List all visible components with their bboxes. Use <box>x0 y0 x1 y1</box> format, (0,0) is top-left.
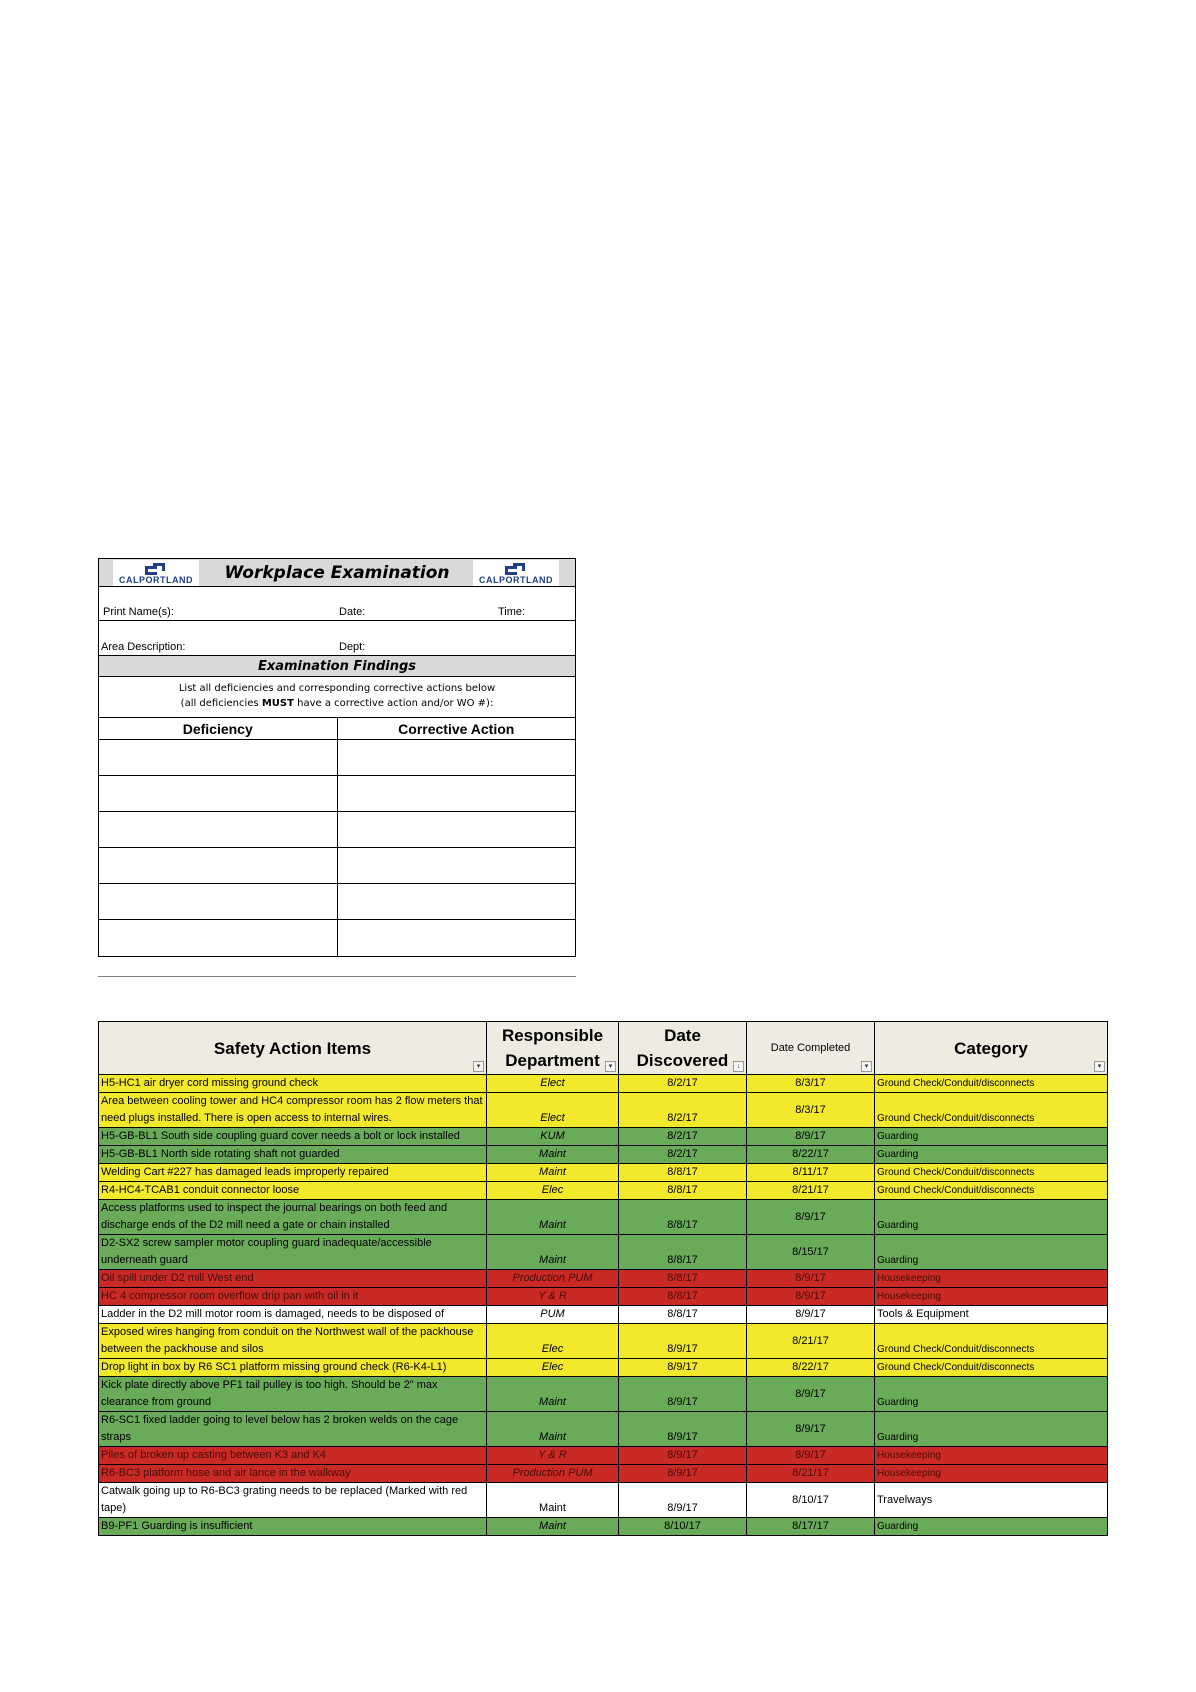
date-discovered-cell[interactable]: 8/8/17 <box>619 1288 747 1306</box>
header-label: Date Completed <box>770 1041 851 1054</box>
table-row <box>99 1377 1108 1412</box>
filter-dropdown-icon[interactable]: ▾ <box>861 1061 872 1072</box>
examination-findings-title: Examination Findings <box>99 655 575 677</box>
date-completed-header <box>747 1022 875 1075</box>
date-completed-cell[interactable]: 8/21/17 <box>747 1324 875 1359</box>
date-discovered-cell[interactable]: 8/8/17 <box>619 1306 747 1324</box>
category-cell[interactable]: Guarding <box>875 1200 1108 1235</box>
category-header <box>875 1022 1108 1075</box>
safety-action-item-cell[interactable]: Ladder in the D2 mill motor room is damaged, needs to be disposed of <box>99 1306 487 1324</box>
safety-action-item-cell[interactable]: H5-GB-BL1 South side coupling guard cover needs a bolt or lock installed <box>99 1128 487 1146</box>
safety-action-item-cell[interactable]: Exposed wires hanging from conduit on the Northwest wall of the packhouse between the packhouse and silos <box>99 1324 487 1359</box>
date-discovered-cell[interactable]: 8/2/17 <box>619 1128 747 1146</box>
findings-row <box>99 848 575 884</box>
findings-row <box>99 812 575 848</box>
responsible-department-cell[interactable]: Y & R <box>487 1447 619 1465</box>
table-header-row <box>99 1022 1108 1075</box>
category-cell[interactable]: Ground Check/Conduit/disconnects <box>875 1075 1108 1093</box>
dept-label: Dept: <box>339 641 366 653</box>
corrective-action-cell[interactable] <box>338 920 576 956</box>
date-discovered-cell[interactable]: 8/9/17 <box>619 1377 747 1412</box>
responsible-department-cell[interactable]: Maint <box>487 1146 619 1164</box>
date-completed-cell[interactable]: 8/21/17 <box>747 1465 875 1483</box>
table-row <box>99 1164 1108 1182</box>
responsible-department-cell[interactable]: PUM <box>487 1306 619 1324</box>
category-cell[interactable]: Ground Check/Conduit/disconnects <box>875 1093 1108 1128</box>
safety-action-item-cell[interactable]: Access platforms used to inspect the journal bearings on both feed and discharge ends of the D2 mill need a gate or chain installed <box>99 1200 487 1235</box>
filter-dropdown-icon[interactable]: ▾ <box>473 1061 484 1072</box>
form-title: Workplace Examination <box>224 562 450 583</box>
date-discovered-cell[interactable]: 8/8/17 <box>619 1235 747 1270</box>
category-cell[interactable]: Guarding <box>875 1235 1108 1270</box>
findings-row <box>99 776 575 812</box>
area-description-label: Area Description: <box>101 641 186 653</box>
safety-action-item-cell[interactable]: Catwalk going up to R6-BC3 grating needs to be replaced (Marked with red tape) <box>99 1483 487 1518</box>
date-discovered-cell[interactable]: 8/8/17 <box>619 1200 747 1235</box>
names-date-time-row[interactable] <box>99 587 575 621</box>
table-row <box>99 1182 1108 1200</box>
date-discovered-cell[interactable]: 8/9/17 <box>619 1359 747 1377</box>
category-cell[interactable]: Housekeeping <box>875 1288 1108 1306</box>
findings-row <box>99 920 575 956</box>
table-row <box>99 1483 1108 1518</box>
date-discovered-cell[interactable]: 8/9/17 <box>619 1412 747 1447</box>
category-cell[interactable]: Guarding <box>875 1128 1108 1146</box>
responsible-department-cell[interactable]: Maint <box>487 1412 619 1447</box>
print-names-label: Print Name(s): <box>103 606 174 618</box>
responsible-department-cell[interactable]: Production PUM <box>487 1465 619 1483</box>
table-row <box>99 1306 1108 1324</box>
date-completed-cell[interactable]: 8/22/17 <box>747 1146 875 1164</box>
category-cell[interactable]: Guarding <box>875 1518 1108 1536</box>
category-cell[interactable]: Guarding <box>875 1377 1108 1412</box>
deficiency-cell[interactable] <box>99 884 338 919</box>
date-discovered-cell[interactable]: 8/9/17 <box>619 1465 747 1483</box>
safety-action-item-cell[interactable]: R6-SC1 fixed ladder going to level below has 2 broken welds on the cage straps <box>99 1412 487 1447</box>
instructions-text: (all deficiencies <box>180 698 262 709</box>
separator-line <box>98 976 576 977</box>
table-row <box>99 1288 1108 1306</box>
safety-action-item-cell[interactable]: HC 4 compressor room overflow drip pan with oil in it <box>99 1288 487 1306</box>
area-dept-row[interactable] <box>99 621 575 655</box>
corrective-action-cell[interactable] <box>338 884 576 919</box>
safety-action-item-cell[interactable]: Piles of broken up casting between K3 and K4 <box>99 1447 487 1465</box>
responsible-department-cell[interactable]: Y & R <box>487 1288 619 1306</box>
deficiency-cell[interactable] <box>99 920 338 956</box>
deficiency-cell[interactable] <box>99 740 338 775</box>
workplace-examination-form <box>98 558 576 957</box>
time-label: Time: <box>498 606 526 618</box>
safety-action-item-cell[interactable]: Welding Cart #227 has damaged leads improperly repaired <box>99 1164 487 1182</box>
date-completed-cell[interactable]: 8/3/17 <box>747 1093 875 1128</box>
table-row <box>99 1447 1108 1465</box>
responsible-department-cell[interactable]: Maint <box>487 1164 619 1182</box>
responsible-department-cell[interactable]: Elec <box>487 1182 619 1200</box>
date-completed-cell[interactable]: 8/11/17 <box>747 1164 875 1182</box>
date-completed-cell[interactable]: 8/3/17 <box>747 1075 875 1093</box>
calportland-logo <box>473 560 559 586</box>
safety-action-items-header <box>99 1022 487 1075</box>
header-label: Department <box>505 1051 600 1070</box>
table-row <box>99 1518 1108 1536</box>
deficiency-header: Deficiency <box>99 718 338 739</box>
table-row <box>99 1128 1108 1146</box>
safety-action-item-cell[interactable]: H5-GB-BL1 North side rotating shaft not guarded <box>99 1146 487 1164</box>
header-label: Category <box>954 1038 1028 1058</box>
category-cell[interactable]: Tools & Equipment <box>875 1306 1108 1324</box>
safety-action-item-cell[interactable]: Oil spill under D2 mill West end <box>99 1270 487 1288</box>
table-row <box>99 1324 1108 1359</box>
date-completed-cell[interactable]: 8/21/17 <box>747 1182 875 1200</box>
safety-action-item-cell[interactable]: R6-BC3 platform hose and air lance in the walkway <box>99 1465 487 1483</box>
corrective-action-cell[interactable] <box>338 740 576 775</box>
table-row <box>99 1412 1108 1447</box>
date-discovered-cell[interactable]: 8/2/17 <box>619 1146 747 1164</box>
corrective-action-header: Corrective Action <box>398 721 515 737</box>
responsible-department-header <box>487 1022 619 1075</box>
safety-action-item-cell[interactable]: R4-HC4-TCAB1 conduit connector loose <box>99 1182 487 1200</box>
logo-text: CALPORTLAND <box>479 575 553 585</box>
category-cell[interactable]: Travelways <box>875 1483 1108 1518</box>
table-row <box>99 1093 1108 1128</box>
responsible-department-cell[interactable]: KUM <box>487 1128 619 1146</box>
responsible-department-cell[interactable]: Elec <box>487 1324 619 1359</box>
responsible-department-cell[interactable]: Elect <box>487 1093 619 1128</box>
corrective-action-cell[interactable] <box>338 812 576 847</box>
safety-action-item-cell[interactable]: B9-PF1 Guarding is insufficient <box>99 1518 487 1536</box>
header-label: Date <box>664 1026 701 1045</box>
safety-action-item-cell[interactable]: Area between cooling tower and HC4 compressor room has 2 flow meters that need plugs installed. There is open access to internal wires. <box>99 1093 487 1128</box>
date-discovered-cell[interactable]: 8/9/17 <box>619 1324 747 1359</box>
date-discovered-header <box>619 1022 747 1075</box>
findings-grid-header <box>99 718 575 740</box>
filter-dropdown-icon[interactable]: ▾ <box>605 1061 616 1072</box>
safety-action-item-cell[interactable]: Kick plate directly above PF1 tail pulley is too high. Should be 2" max clearance from ground <box>99 1377 487 1412</box>
category-cell[interactable]: Guarding <box>875 1412 1108 1447</box>
header-label: Discovered <box>636 1051 729 1070</box>
responsible-department-cell[interactable]: Maint <box>487 1235 619 1270</box>
table-row <box>99 1200 1108 1235</box>
instructions-emphasis: MUST <box>261 698 294 709</box>
header-label: Safety Action Items <box>213 1038 372 1058</box>
category-cell[interactable]: Ground Check/Conduit/disconnects <box>875 1182 1108 1200</box>
safety-action-item-cell[interactable]: H5-HC1 air dryer cord missing ground check <box>99 1075 487 1093</box>
date-completed-cell[interactable]: 8/9/17 <box>747 1412 875 1447</box>
calportland-logo-icon <box>505 563 527 575</box>
table-row <box>99 1270 1108 1288</box>
logo-text: CALPORTLAND <box>119 575 193 585</box>
category-cell[interactable]: Ground Check/Conduit/disconnects <box>875 1359 1108 1377</box>
deficiency-cell[interactable] <box>99 848 338 883</box>
safety-action-item-cell[interactable]: D2-SX2 screw sampler motor coupling guard inadequate/accessible underneath guard <box>99 1235 487 1270</box>
responsible-department-cell[interactable]: Production PUM <box>487 1270 619 1288</box>
responsible-department-cell[interactable]: Maint <box>487 1377 619 1412</box>
table-row <box>99 1359 1108 1377</box>
calportland-logo-icon <box>145 563 167 575</box>
safety-action-item-cell[interactable]: Drop light in box by R6 SC1 platform missing ground check (R6-K4-L1) <box>99 1359 487 1377</box>
category-cell[interactable]: Housekeeping <box>875 1447 1108 1465</box>
responsible-department-cell[interactable]: Elect <box>487 1075 619 1093</box>
date-completed-cell[interactable]: 8/17/17 <box>747 1518 875 1536</box>
date-completed-cell[interactable]: 8/9/17 <box>747 1306 875 1324</box>
findings-row <box>99 740 575 776</box>
sort-filter-icon[interactable]: ↓ <box>733 1061 744 1072</box>
form-header <box>99 559 575 587</box>
filter-dropdown-icon[interactable]: ▾ <box>1094 1061 1105 1072</box>
responsible-department-cell[interactable]: Maint <box>487 1200 619 1235</box>
date-completed-cell[interactable]: 8/9/17 <box>747 1270 875 1288</box>
date-discovered-cell[interactable]: 8/2/17 <box>619 1093 747 1128</box>
table-row <box>99 1465 1108 1483</box>
responsible-department-cell[interactable]: Elec <box>487 1359 619 1377</box>
findings-row <box>99 884 575 920</box>
date-completed-cell[interactable]: 8/9/17 <box>747 1447 875 1465</box>
category-cell[interactable]: Housekeeping <box>875 1465 1108 1483</box>
date-completed-cell[interactable]: 8/9/17 <box>747 1377 875 1412</box>
table-row <box>99 1235 1108 1270</box>
safety-action-items-table <box>98 1021 1108 1536</box>
date-completed-cell[interactable]: 8/9/17 <box>747 1288 875 1306</box>
date-discovered-cell[interactable]: 8/9/17 <box>619 1483 747 1518</box>
corrective-action-cell[interactable] <box>338 776 576 811</box>
instructions-line-1: List all deficiencies and corresponding corrective actions below <box>178 683 496 694</box>
date-completed-cell[interactable]: 8/9/17 <box>747 1128 875 1146</box>
responsible-department-cell[interactable]: Maint <box>487 1518 619 1536</box>
date-completed-cell[interactable]: 8/9/17 <box>747 1200 875 1235</box>
instructions-line-2 <box>99 696 575 711</box>
responsible-department-cell[interactable]: Maint <box>487 1483 619 1518</box>
findings-instructions <box>99 677 575 718</box>
corrective-action-cell[interactable] <box>338 848 576 883</box>
date-completed-cell[interactable]: 8/15/17 <box>747 1235 875 1270</box>
date-completed-cell[interactable]: 8/10/17 <box>747 1483 875 1518</box>
date-discovered-cell[interactable]: 8/8/17 <box>619 1182 747 1200</box>
date-label: Date: <box>339 606 366 618</box>
table-row <box>99 1075 1108 1093</box>
category-cell[interactable]: Guarding <box>875 1146 1108 1164</box>
date-completed-cell[interactable]: 8/22/17 <box>747 1359 875 1377</box>
date-discovered-cell[interactable]: 8/8/17 <box>619 1164 747 1182</box>
deficiency-cell[interactable] <box>99 776 338 811</box>
date-discovered-cell[interactable]: 8/9/17 <box>619 1447 747 1465</box>
table-row <box>99 1146 1108 1164</box>
instructions-text: have a corrective action and/or WO #): <box>293 698 494 709</box>
category-cell[interactable]: Ground Check/Conduit/disconnects <box>875 1324 1108 1359</box>
deficiency-cell[interactable] <box>99 812 338 847</box>
category-cell[interactable]: Housekeeping <box>875 1270 1108 1288</box>
date-discovered-cell[interactable]: 8/2/17 <box>619 1075 747 1093</box>
date-discovered-cell[interactable]: 8/10/17 <box>619 1518 747 1536</box>
category-cell[interactable]: Ground Check/Conduit/disconnects <box>875 1164 1108 1182</box>
header-label: Responsible <box>501 1026 604 1045</box>
date-discovered-cell[interactable]: 8/8/17 <box>619 1270 747 1288</box>
calportland-logo <box>113 560 199 586</box>
